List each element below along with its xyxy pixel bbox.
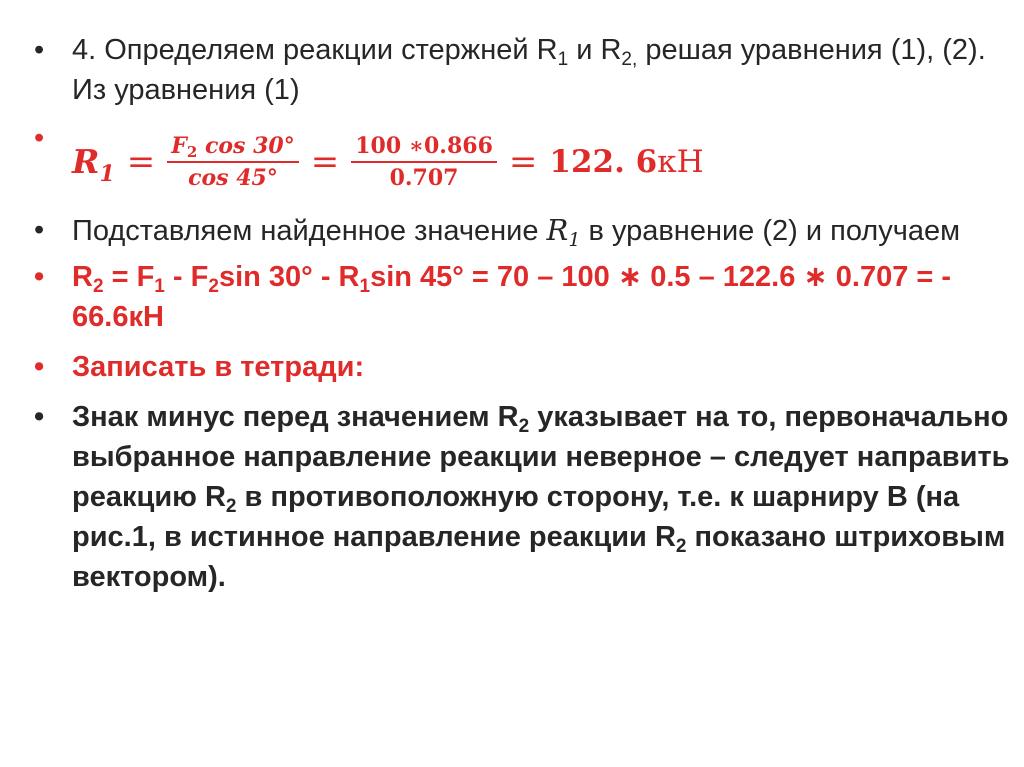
formula-lhs: • $R_1$: [72, 142, 115, 187]
subscript: 2: [675, 536, 687, 557]
bullet-substitute: [28, 210, 1013, 251]
bullet-write-down: [28, 347, 1013, 387]
equals-sign: =: [508, 142, 538, 182]
subscript: 1: [359, 276, 371, 297]
fraction-2-denominator: 0.707: [389, 165, 459, 191]
fraction-2: [351, 131, 497, 193]
text: Записать в тетради:: [72, 351, 365, 383]
subscript: 2: [92, 276, 104, 297]
subscript: 2: [518, 416, 530, 437]
text: и R: [568, 34, 622, 66]
text: Знак минус перед значением R: [72, 401, 519, 433]
text: решая уравнения (1), (2). Из уравнения (1): [72, 34, 986, 106]
subscript: 2: [208, 276, 219, 297]
formula-r1: [72, 131, 704, 193]
subscript: 1: [557, 49, 569, 70]
text: в противоположную сторону, т.е. к шарниру B (на рис.1, в истинное направление реакции R: [72, 481, 960, 553]
subscript: 2,: [621, 49, 638, 70]
text: 4. Определяем реакции стержней R: [72, 34, 558, 66]
bullet-list: [28, 30, 1013, 597]
text: Подставляем найденное значение: [72, 215, 547, 247]
fraction-1-denominator: cos 45°: [188, 165, 278, 191]
bullet-formula-r2: [28, 257, 1013, 337]
text: R: [72, 261, 93, 293]
formula-result: 122. 6: [549, 144, 658, 180]
fraction-1-numerator: $F_2$ cos 30°: [167, 131, 298, 163]
text: указывает на то, первоначально выбранное направление реакции неверное – следует направить реакцию R: [72, 401, 1010, 513]
subscript: 1: [154, 276, 165, 297]
equals-sign: =: [126, 142, 156, 182]
bullet-formula-r1: [28, 118, 1013, 206]
fraction-2-numerator: 100 ∗0.866: [351, 131, 497, 163]
equals-sign: =: [310, 142, 340, 182]
variable-r1: $R_1$: [546, 213, 581, 251]
formula-unit: кН: [657, 144, 704, 180]
text: = F: [103, 261, 155, 293]
bullet-minus-sign-note: [28, 397, 1013, 597]
text: в уравнение (2) и получаем: [580, 215, 961, 247]
fraction-1: [167, 131, 298, 193]
text: - F: [164, 261, 209, 293]
text: sin 30° - R: [218, 261, 360, 293]
text: sin 45° = 70 – 100 ∗ 0.5 – 122.6 ∗ 0.707 = - 66.6кН: [72, 261, 952, 333]
bullet-step-4: [28, 30, 1013, 110]
subscript: 2: [225, 496, 237, 517]
text: показано штриховым вектором).: [72, 521, 1006, 593]
